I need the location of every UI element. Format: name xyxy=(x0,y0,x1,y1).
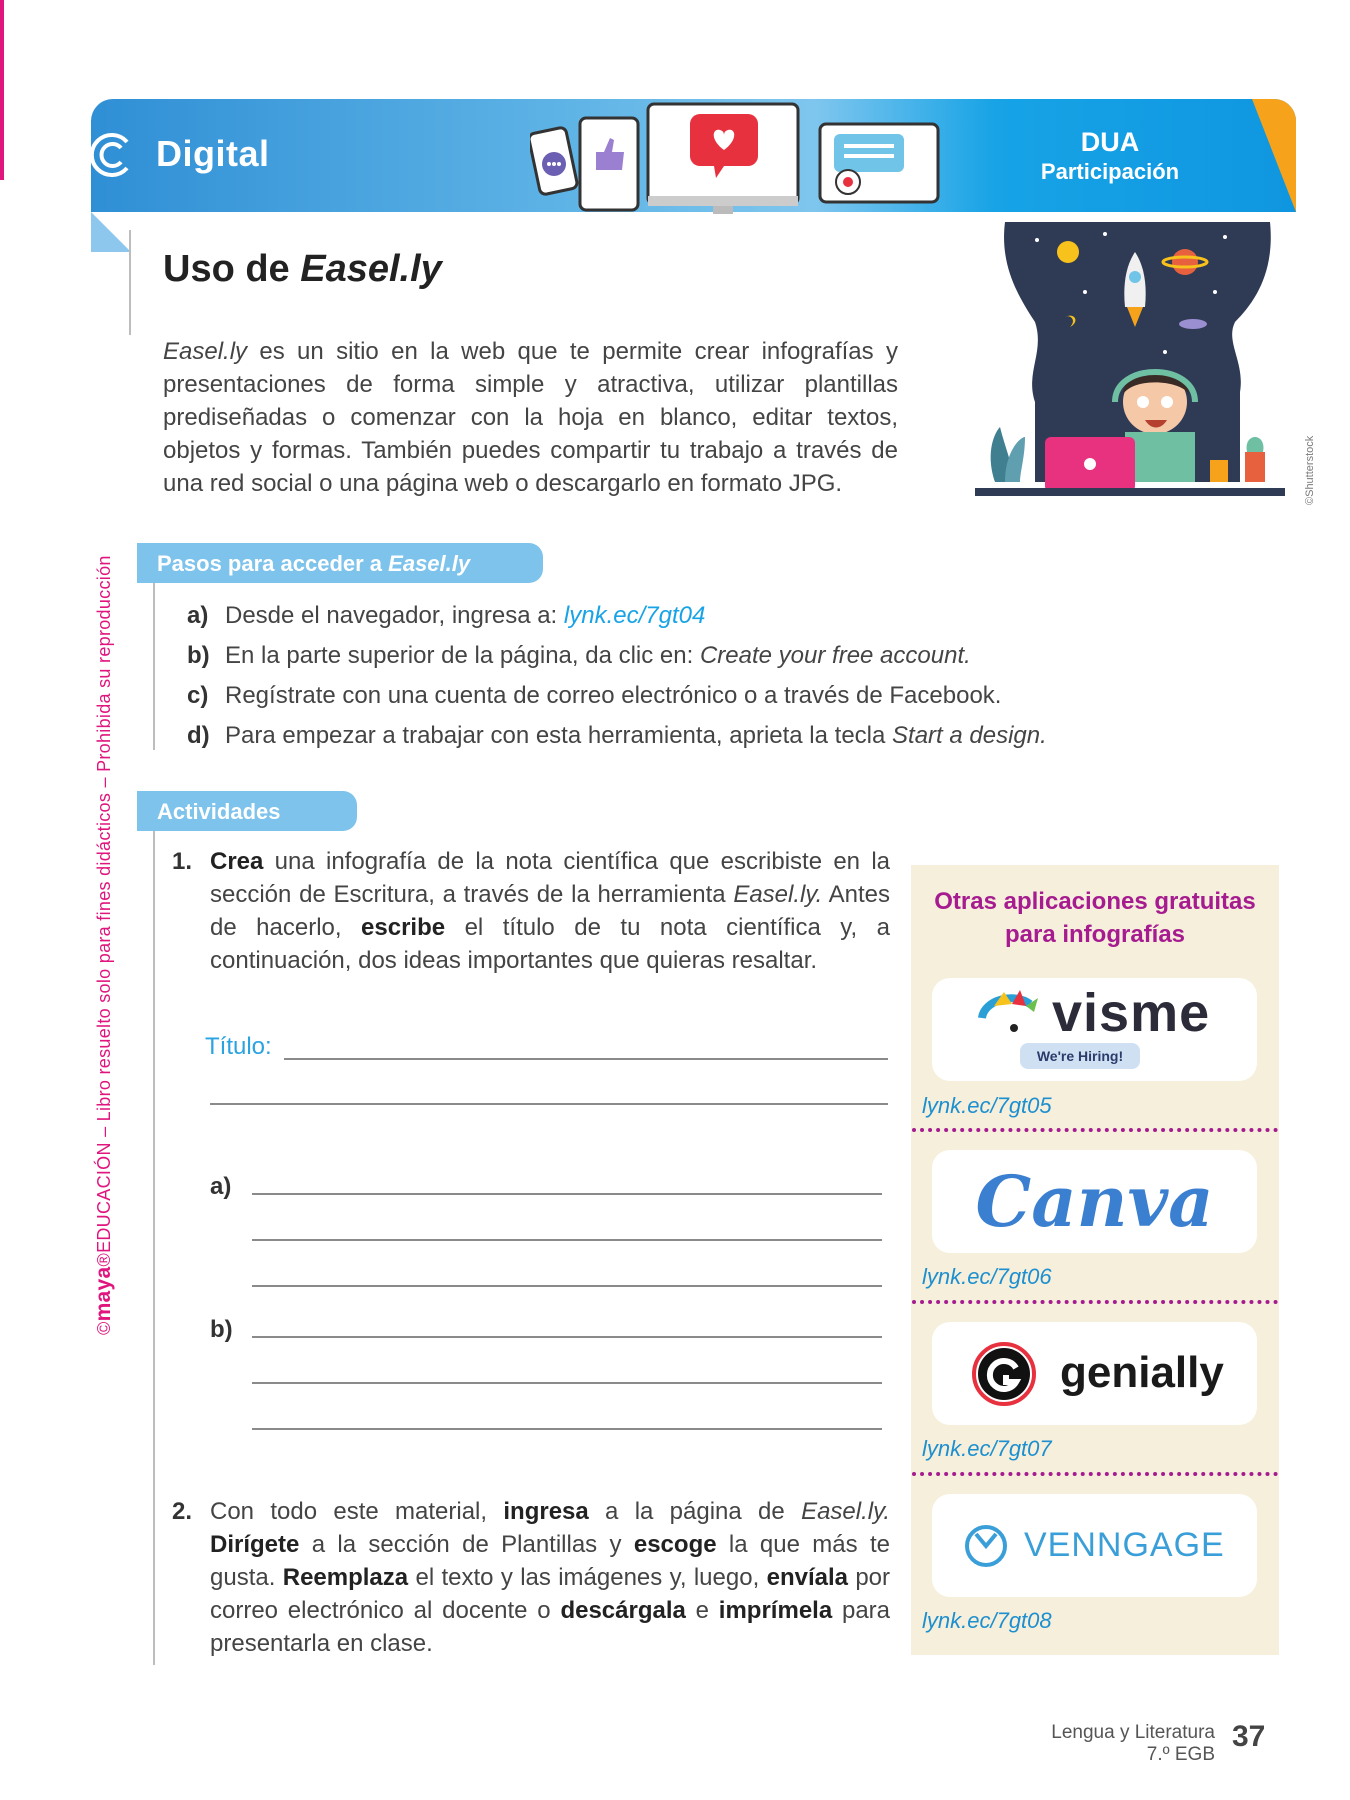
genially-logo-icon xyxy=(972,1342,1036,1406)
intro-paragraph xyxy=(163,335,898,500)
steps-heading-italic: Easel.ly xyxy=(388,551,471,576)
activity-text: a la página de xyxy=(588,1498,802,1525)
margin-rule xyxy=(153,580,155,750)
other-apps-title xyxy=(911,885,1279,951)
dotted-separator xyxy=(912,1128,1278,1132)
step-text: Para empezar a trabajar con esta herramienta, aprieta la tecla xyxy=(225,722,893,749)
illustration-credit: ©Shutterstock xyxy=(1304,435,1316,505)
steps-heading-prefix: Pasos para acceder a xyxy=(157,551,389,576)
idea-a-answer-line[interactable] xyxy=(252,1193,882,1195)
venngage-wordmark: VENNGAGE xyxy=(1024,1526,1225,1564)
steps-section-heading xyxy=(137,543,543,583)
idea-b-answer-line[interactable] xyxy=(252,1428,882,1430)
step-item xyxy=(187,676,1087,716)
header-fold xyxy=(91,212,131,252)
intro-text: es un sitio en la web que te permite crear infografías y presentaciones de forma simple y atractiva, utilizar plantillas prediseñadas o comenzar con la hoja en blanco, editar textos, objetos y formas. También puedes compartir tu trabajo a través de una red social o una página web o descargarlo en formato JPG. xyxy=(163,338,898,497)
idea-b-answer-line[interactable] xyxy=(252,1336,882,1338)
title-answer-line[interactable] xyxy=(284,1058,888,1060)
step-label: a) xyxy=(187,602,209,629)
step-label: b) xyxy=(187,642,210,669)
activity-italic: Easel.ly. xyxy=(733,881,823,908)
activity-text: la que más te gusta. xyxy=(210,1531,890,1591)
step-label: d) xyxy=(187,722,210,749)
canva-link[interactable]: lynk.ec/7gt06 xyxy=(922,1264,1052,1289)
page-edge-marker xyxy=(0,0,4,180)
bold-verb: envíala xyxy=(766,1564,848,1591)
bold-verb: ingresa xyxy=(503,1498,589,1525)
activity-text: e xyxy=(685,1597,719,1624)
activity-text: el título de tu nota científica y, a continuación, dos ideas importantes que quieras resaltar. xyxy=(210,914,891,974)
intro-italic: Easel.ly xyxy=(163,338,248,365)
canva-logo: Canva xyxy=(975,1160,1214,1243)
copyright-symbol: © xyxy=(94,1321,114,1335)
idea-b-answer-line[interactable] xyxy=(252,1382,882,1384)
page-number: 37 xyxy=(1232,1720,1266,1753)
footer-subject: Lengua y Literatura xyxy=(1051,1722,1215,1743)
section-label: Digital xyxy=(156,133,270,174)
idea-a-answer-line[interactable] xyxy=(252,1285,882,1287)
visme-logo-icon xyxy=(974,988,1054,1043)
copyright-rest: ®EDUCACIÓN – Libro resuelto solo para fines didácticos – Prohibida su reproducción xyxy=(94,555,114,1267)
venngage-card[interactable] xyxy=(932,1494,1257,1597)
title-field-label: Título: xyxy=(205,1033,272,1060)
visme-wordmark: visme xyxy=(1052,983,1211,1043)
header-orange-corner xyxy=(1216,99,1296,212)
activity-text: una infografía de la nota científica que escribiste en la sección de Escritura, a través de la herramienta xyxy=(210,848,890,908)
page-title-prefix: Uso de xyxy=(163,248,301,290)
step-link[interactable]: lynk.ec/7gt04 xyxy=(563,602,706,629)
idea-a-label: a) xyxy=(210,1173,232,1200)
step-text: Desde el navegador, ingresa a: xyxy=(225,602,564,629)
kid-laptop-space-illustration xyxy=(975,212,1295,512)
bold-verb: descárgala xyxy=(560,1597,686,1624)
visme-hiring-badge: We're Hiring! xyxy=(1020,1043,1140,1069)
activity-number: 2. xyxy=(172,1498,193,1525)
genially-link[interactable]: lynk.ec/7gt07 xyxy=(922,1436,1052,1461)
activity-2-text xyxy=(210,1495,890,1660)
visme-card[interactable] xyxy=(932,978,1257,1081)
step-text: Regístrate con una cuenta de correo electrónico o a través de Facebook. xyxy=(225,682,1002,709)
step-item xyxy=(187,716,1087,756)
step-label: c) xyxy=(187,682,209,709)
title-answer-line[interactable] xyxy=(210,1103,888,1105)
dua-title: DUA xyxy=(1080,127,1140,157)
idea-a-answer-line[interactable] xyxy=(252,1239,882,1241)
genially-card[interactable] xyxy=(932,1322,1257,1425)
idea-b-label: b) xyxy=(210,1316,233,1343)
activity-text: Antes de hacerlo, xyxy=(210,881,890,941)
bold-verb: imprímela xyxy=(718,1597,833,1624)
other-apps-title-line: Otras aplicaciones gratuitas xyxy=(934,888,1256,915)
step-item xyxy=(187,596,1087,636)
steps-list xyxy=(187,596,1087,756)
bold-verb: Reemplaza xyxy=(282,1564,409,1591)
step-item xyxy=(187,636,1087,676)
venngage-logo-icon xyxy=(962,1522,1010,1570)
step-italic: Start a design. xyxy=(892,722,1047,749)
bold-verb: escoge xyxy=(633,1531,717,1558)
dotted-separator xyxy=(912,1472,1278,1476)
genially-wordmark: genially xyxy=(1060,1348,1224,1397)
social-devices-illustration xyxy=(530,100,950,215)
step-text: En la parte superior de la página, da clic en: xyxy=(225,642,700,669)
activity-text: por correo electrónico al docente o xyxy=(210,1564,891,1624)
margin-rule xyxy=(153,820,155,1665)
venngage-link[interactable]: lynk.ec/7gt08 xyxy=(922,1608,1052,1633)
activity-text: a la sección de Plantillas y xyxy=(299,1531,634,1558)
margin-rule xyxy=(129,230,131,335)
maya-brand: maya xyxy=(92,1266,115,1322)
step-italic: Create your free account. xyxy=(699,642,971,669)
canva-card[interactable] xyxy=(932,1150,1257,1253)
activity-text: para presentarla en clase. xyxy=(210,1597,891,1657)
footer-grade: 7.º EGB xyxy=(1146,1744,1215,1765)
dua-subtitle: Participación xyxy=(1040,159,1180,184)
activity-number: 1. xyxy=(172,848,193,875)
digital-logo-icon xyxy=(89,130,135,180)
page-title xyxy=(163,248,442,291)
activity-text: Con todo este material, xyxy=(210,1498,504,1525)
activity-text: el texto y las imágenes y, luego, xyxy=(408,1564,767,1591)
activities-heading: Actividades xyxy=(137,791,357,831)
dotted-separator xyxy=(912,1300,1278,1304)
bold-verb: Crea xyxy=(210,848,264,875)
visme-link[interactable]: lynk.ec/7gt05 xyxy=(922,1093,1052,1118)
side-copyright-text xyxy=(92,555,116,1335)
activity-italic: Easel.ly. xyxy=(801,1498,890,1525)
bold-verb: Dirígete xyxy=(210,1531,300,1558)
page-title-italic: Easel.ly xyxy=(300,248,442,290)
activity-1-text xyxy=(210,845,890,977)
other-apps-title-line: para infografías xyxy=(1004,921,1186,948)
bold-verb: escribe xyxy=(361,914,446,941)
activity-2 xyxy=(172,1495,890,1660)
activity-1 xyxy=(172,845,890,977)
